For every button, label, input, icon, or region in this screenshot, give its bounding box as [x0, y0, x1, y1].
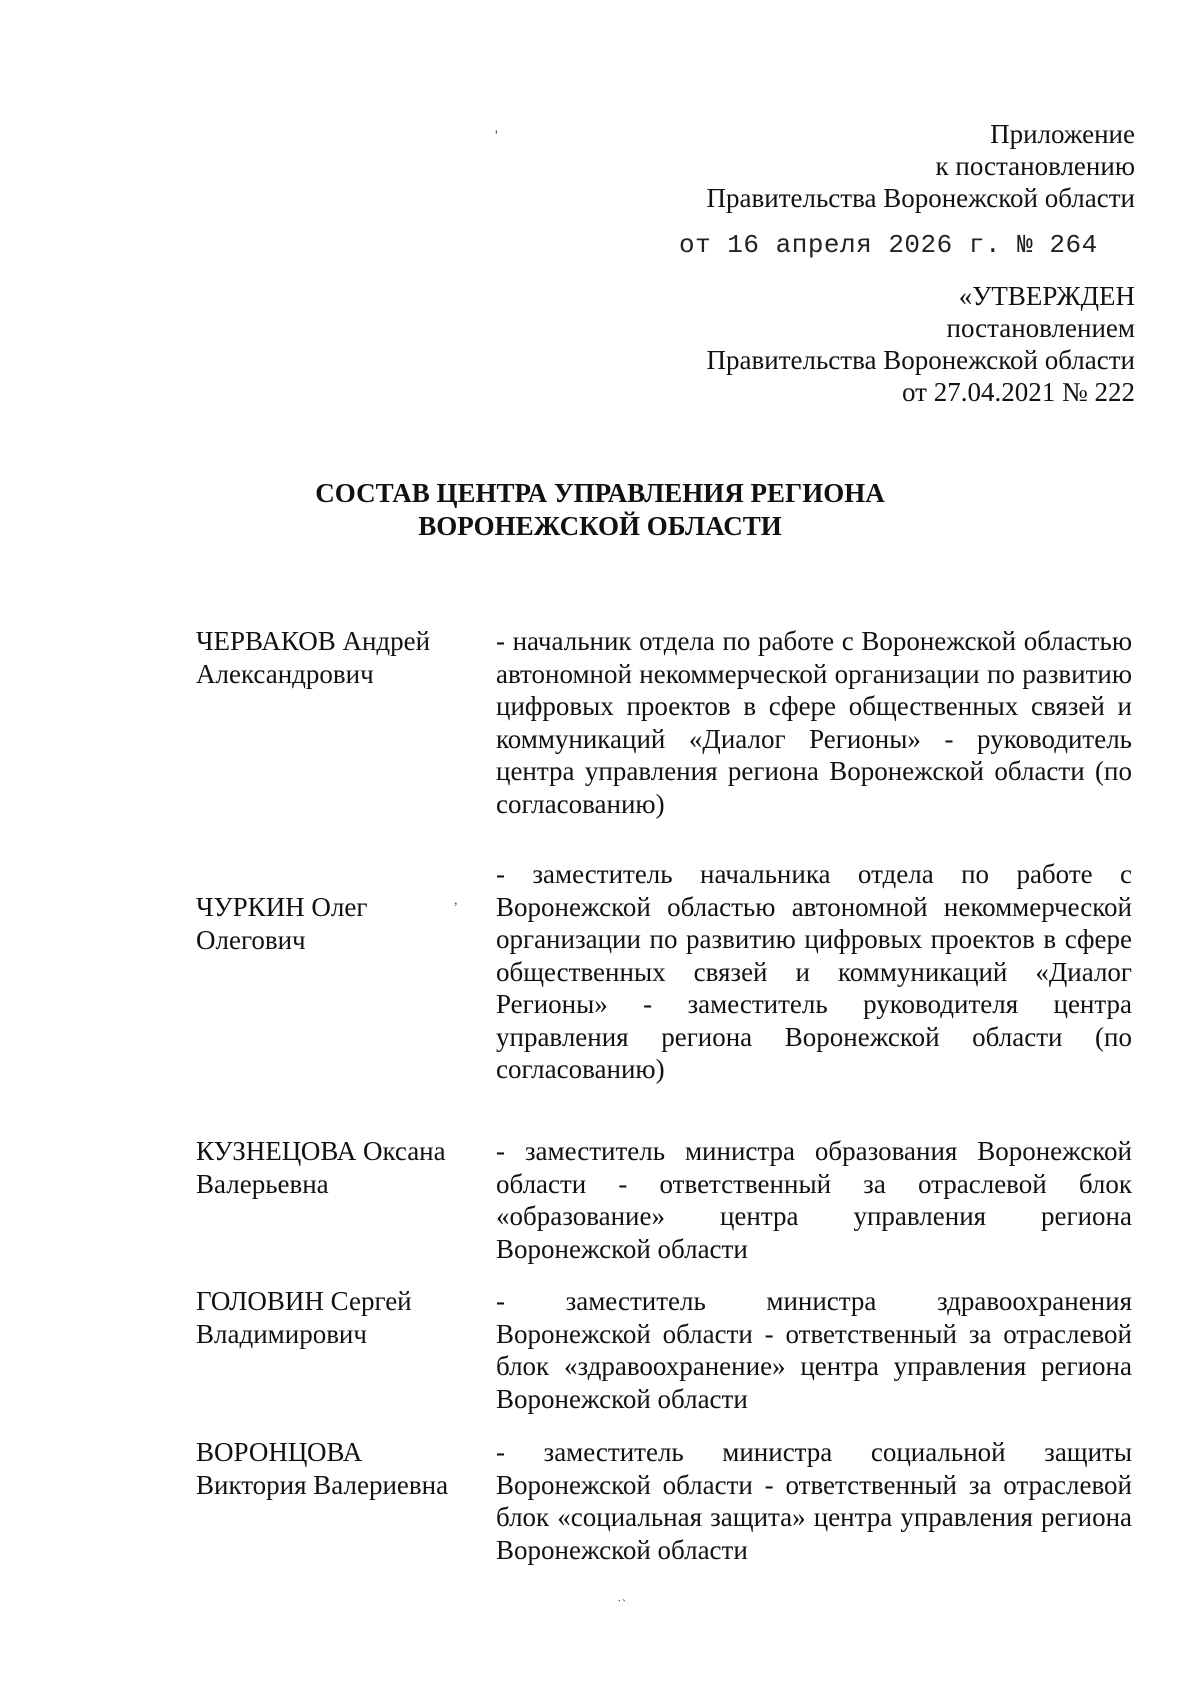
member-name: [196, 1285, 496, 1415]
member-patronymic: Виктория Валериевна: [196, 1469, 449, 1500]
approved-header: [515, 280, 1135, 408]
approved-line: Правительства Воронежской области: [706, 345, 1135, 375]
registration-stamp: от 16 апреля 2026 г. № 264: [679, 230, 1098, 260]
scan-artifact: ,: [454, 893, 458, 908]
member-role: - заместитель министра образования Воронежской области - ответственный за отраслевой блок «образование» центра управления региона Воронежской области: [496, 1136, 1132, 1264]
annex-line: Правительства Воронежской области: [706, 183, 1135, 213]
member-name: [196, 858, 496, 1086]
annex-header: [515, 118, 1135, 214]
approved-line: от 27.04.2021 № 222: [902, 377, 1135, 407]
member-patronymic: Валерьевна: [196, 1168, 329, 1199]
member-name: [196, 625, 496, 820]
member-entry: [196, 1135, 1132, 1265]
scan-artifact: ˌ: [493, 112, 500, 134]
member-surname-first: ГОЛОВИН Сергей: [196, 1286, 412, 1316]
title-line: СОСТАВ ЦЕНТРА УПРАВЛЕНИЯ РЕГИОНА: [315, 478, 885, 508]
member-patronymic: Владимирович: [196, 1318, 367, 1349]
document-title: [0, 477, 1200, 543]
approved-line: «УТВЕРЖДЕН: [958, 281, 1135, 311]
member-entry: [196, 1285, 1132, 1415]
member-role: - заместитель министра социальной защиты Воронежской области - ответственный за отраслевой блок «социальная защита» центра управления региона Воронежской области: [496, 1437, 1132, 1565]
member-surname-first: ЧУРКИН Олег: [196, 892, 368, 922]
annex-line: к постановлению: [935, 151, 1135, 181]
member-patronymic: Александрович: [196, 658, 374, 689]
member-surname-first: ВОРОНЦОВА: [196, 1437, 363, 1467]
member-role: - заместитель министра здравоохранения Воронежской области - ответственный за отраслевой блок «здравоохранение» центра управления региона Воронежской области: [496, 1286, 1132, 1414]
member-entry: [196, 1436, 1132, 1566]
member-name: [196, 1436, 496, 1566]
member-surname-first: ЧЕРВАКОВ Андрей: [196, 626, 431, 656]
member-name: [196, 1135, 496, 1265]
annex-line: Приложение: [990, 119, 1135, 149]
member-patronymic: Олегович: [196, 924, 306, 955]
member-entry: [196, 625, 1132, 820]
title-line: ВОРОНЕЖСКОЙ ОБЛАСТИ: [418, 511, 782, 541]
member-role: - заместитель начальника отдела по работе с Воронежской областью автономной некоммерческой организации по развитию цифровых проектов в сфере общественных связей и коммуникаций «Диалог Регионы» - заместитель руководителя центра управления региона Воронежской области (по согласованию): [496, 859, 1132, 1084]
member-role: - начальник отдела по работе с Воронежской областью автономной некоммерческой организации по развитию цифровых проектов в сфере общественных связей и коммуникаций «Диалог Регионы» - руководитель центра управления региона Воронежской области (по согласованию): [496, 626, 1132, 819]
member-surname-first: КУЗНЕЦОВА Оксана: [196, 1136, 446, 1166]
member-entry: [196, 858, 1132, 1086]
approved-line: постановлением: [946, 313, 1135, 343]
scan-artifact: ˙ˋ: [617, 1598, 627, 1613]
